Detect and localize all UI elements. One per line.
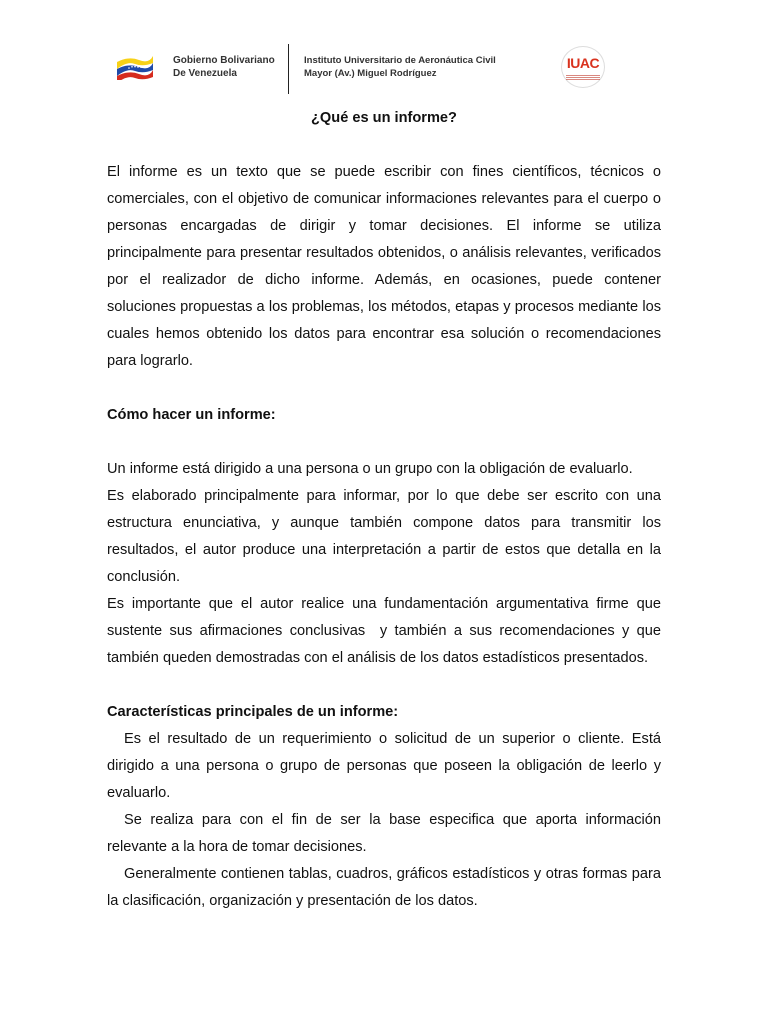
section1-paragraph-2: Es elaborado principalmente para informar, por lo que debe ser escrito con una estructura enunciativa, y aunque también compone datos para transmitir los resultados, el autor produce una interpretación a partir de estos que detalla en la conclusión.: [107, 488, 661, 585]
government-line-2: De Venezuela: [173, 68, 237, 79]
document-title: ¿Qué es un informe?: [311, 110, 457, 126]
section2-paragraph-3: Generalmente contienen tablas, cuadros, gráficos estadísticos y otras formas para la clasificación, organización y presentación de los datos.: [107, 866, 661, 909]
venezuela-flag-icon: [115, 52, 155, 80]
institute-line-1: Instituto Universitario de Aeronáutica Civil: [304, 55, 496, 66]
section2-paragraph-2: Se realiza para con el fin de ser la base especifica que aporta información relevante a la hora de tomar decisiones.: [107, 812, 661, 855]
header-divider: [288, 44, 289, 94]
intro-paragraph: El informe es un texto que se puede escribir con fines científicos, técnicos o comerciales, con el objetivo de comunicar informaciones relevantes para el cuerpo o personas encargadas de dirigir y tomar decisiones. El informe se utiliza principalmente para presentar resultados obtenidos, o análisis relevantes, verificados por el realizador de dicho informe. Además, en ocasiones, puede contener soluciones propuestas a los problemas, los métodos, etapas y procesos mediante los cuales hemos obtenido los datos para encontrar esa solución o recomendaciones para lograrlo.: [107, 164, 661, 369]
section2-paragraph-1: Es el resultado de un requerimiento o solicitud de un superior o cliente. Está dirigido a una persona o grupo de personas que poseen la obligación de leerlo y evaluarlo.: [107, 731, 661, 801]
iuac-logo-text: IUAC: [566, 55, 600, 71]
government-line-1: Gobierno Bolivariano: [173, 55, 275, 66]
document-body: [107, 105, 666, 915]
section-heading-caracteristicas: Características principales de un informe:: [107, 704, 399, 720]
institute-line-2: Mayor (Av.) Miguel Rodríguez: [304, 68, 437, 79]
section-heading-como-hacer: Cómo hacer un informe:: [107, 407, 276, 423]
institute-name: [304, 54, 496, 80]
section1-paragraph-1: Un informe está dirigido a una persona o un grupo con la obligación de evaluarlo.: [107, 461, 633, 477]
government-name: [173, 54, 275, 80]
iuac-logo: [561, 46, 605, 88]
section1-paragraph-3: Es importante que el autor realice una fundamentación argumentativa firme que sustente sus afirmaciones conclusivas y también a sus recomendaciones y que también queden demostradas con el análisis de los datos estadísticos presentados.: [107, 596, 666, 666]
letterhead: [0, 0, 768, 100]
iuac-logo-subtext-icon: [566, 74, 600, 80]
